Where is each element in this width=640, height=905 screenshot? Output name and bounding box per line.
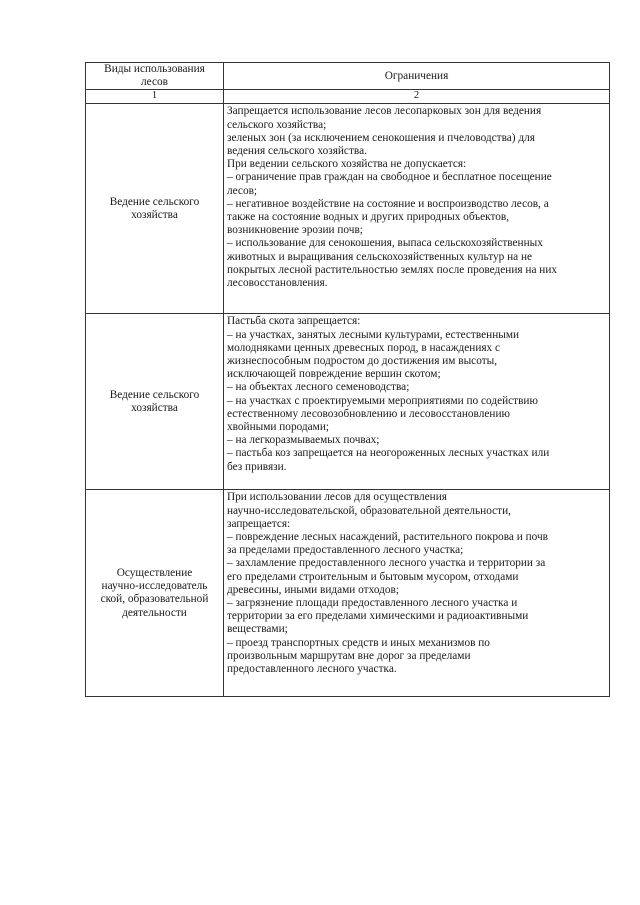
restriction-line: запрещается: xyxy=(227,517,291,530)
restriction-line: зеленых зон (за исключением сенокошения и пчеловодства) для xyxy=(227,131,535,144)
usage-cell xyxy=(86,314,224,490)
restriction-line: – пастьба коз запрещается на неогороженных лесных участках или xyxy=(227,447,550,460)
restriction-line: веществами; xyxy=(227,623,288,636)
restriction-line: – проезд транспортных средств и иных механизмов по xyxy=(227,636,490,649)
restriction-line: При использовании лесов для осуществления xyxy=(227,491,447,504)
usage-label-line: хозяйства xyxy=(131,208,178,221)
restriction-line: При ведении сельского хозяйства не допускается: xyxy=(227,158,467,171)
restriction-line: ведения сельского хозяйства. xyxy=(227,145,367,158)
usage-label-line: научно-исследователь xyxy=(101,580,208,593)
restriction-line: – загрязнение площади предоставленного лесного участка и xyxy=(227,597,518,610)
usage-cell xyxy=(86,104,224,314)
restriction-line: исключающей повреждение вершин скотом; xyxy=(227,368,441,381)
restriction-line: – ограничение прав граждан на свободное и бесплатное посещение xyxy=(227,171,552,184)
restriction-line: – на участках, занятых лесными культурами, естественными xyxy=(227,328,520,341)
header-usage-line: лесов xyxy=(141,76,168,89)
restriction-line: – на легкоразмываемых почвах; xyxy=(227,434,380,447)
restriction-line: – на участках с проектируемыми мероприятиями по содействию xyxy=(227,394,538,407)
usage-label-line: хозяйства xyxy=(131,401,178,414)
restriction-line: молодняками ценных древесных пород, в насаждениях с xyxy=(227,341,501,354)
table-row xyxy=(86,104,610,314)
table-row xyxy=(86,490,610,697)
restriction-line: древесины, иными видами отходов; xyxy=(227,583,400,596)
restriction-line: – повреждение лесных насаждений, растительного покрова и почв xyxy=(227,531,549,544)
usage-cell xyxy=(86,490,224,697)
restrictions-cell xyxy=(224,314,610,490)
restriction-line: научно-исследовательской, образовательной деятельности, xyxy=(227,504,511,517)
restriction-line: также на состояние водных и других природных объектов, xyxy=(227,211,510,224)
header-restrictions-cell: Ограничения xyxy=(224,63,610,90)
restrictions-cell xyxy=(224,490,610,697)
column-number-1: 1 xyxy=(86,90,224,104)
usage-label-line: Осуществление xyxy=(116,567,193,579)
restriction-line: без привязи. xyxy=(227,460,287,473)
column-number-row xyxy=(86,90,610,104)
restriction-line: естественному лесовозобновлению и лесовосстановлению xyxy=(227,407,510,420)
restriction-line: его пределами строительным и бытовым мусором, отходами xyxy=(227,570,519,583)
header-usage-line: Виды использования xyxy=(104,63,205,75)
header-row xyxy=(86,63,610,90)
restriction-line: Запрещается использование лесов лесопарковых зон для ведения xyxy=(227,105,542,118)
restriction-line: животных и выращивания сельскохозяйственных культур на не xyxy=(227,250,533,263)
restriction-line: – захламление предоставленного лесного участка и территории за xyxy=(227,557,546,570)
restriction-line: произвольным маршрутам вне дорог за пределами xyxy=(227,649,471,662)
restriction-line: покрытых лесной растительностью землях после проведения на них xyxy=(227,263,558,276)
table-row xyxy=(86,314,610,490)
column-number-2: 2 xyxy=(224,90,610,104)
header-usage-cell xyxy=(86,63,224,90)
restrictions-cell xyxy=(224,104,610,314)
restriction-line: возникновение эрозии почв; xyxy=(227,224,363,237)
usage-label-line: деятельности xyxy=(122,606,187,619)
restriction-line: Пастьба скота запрещается: xyxy=(227,315,361,328)
restriction-line: лесов; xyxy=(227,184,258,197)
restriction-line: жизнеспособным подростом до достижения им высоты, xyxy=(227,355,498,368)
restriction-line: предоставленного лесного участка. xyxy=(227,663,397,676)
restrictions-table xyxy=(85,62,610,697)
restriction-line: сельского хозяйства; xyxy=(227,118,327,131)
restriction-line: лесовосстановления. xyxy=(227,277,328,290)
usage-label-line: ской, образовательной xyxy=(100,593,209,606)
restriction-line: – негативное воздействие на состояние и воспроизводство лесов, а xyxy=(227,197,549,210)
restriction-line: хвойными породами; xyxy=(227,421,330,434)
restriction-line: территории за его пределами химическими и радиоактивными xyxy=(227,610,529,623)
restriction-line: – на объектах лесного семеноводства; xyxy=(227,381,410,394)
restriction-line: за пределами предоставленного лесного участка; xyxy=(227,544,464,557)
usage-label-line: Ведение сельского xyxy=(109,388,200,401)
usage-label-line: Ведение сельского xyxy=(109,195,200,208)
restriction-line: – использование для сенокошения, выпаса сельскохозяйственных xyxy=(227,237,543,250)
